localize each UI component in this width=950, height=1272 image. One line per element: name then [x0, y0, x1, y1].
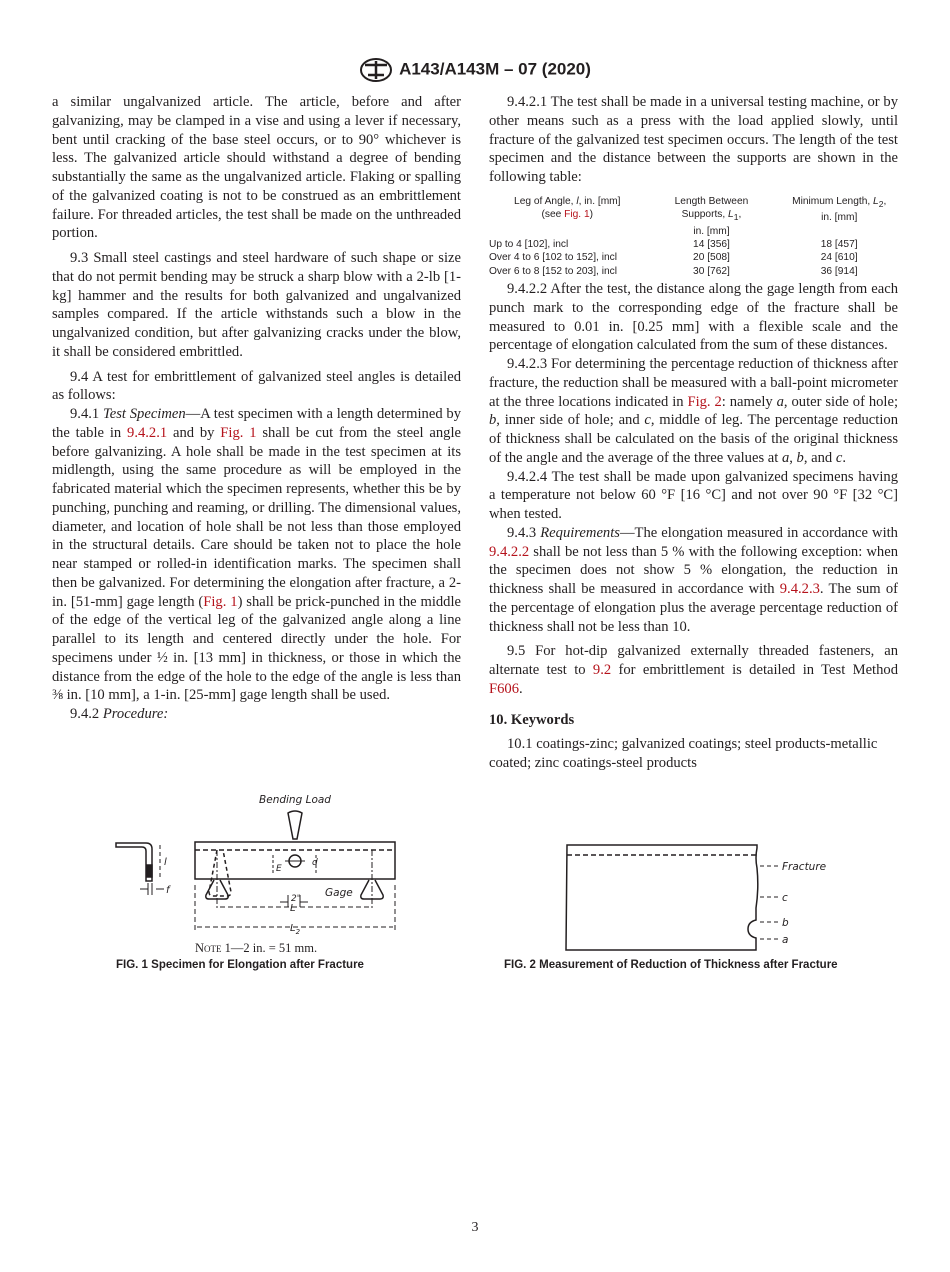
cross-reference-link[interactable]: 9.4.2.1	[127, 424, 168, 441]
table-header-row	[489, 195, 901, 238]
cross-reference-link[interactable]: 9.4.2.2	[489, 543, 530, 560]
paragraph	[489, 524, 898, 637]
cross-reference-link[interactable]: Fig. 2	[687, 393, 722, 410]
italic-text: c	[835, 449, 843, 466]
text-run: 9.4.2.1 The test shall be made in a universal testing machine, or by other means such as a press with the load applied slowly, until fracture of the galvanized test specimen occurs. The length of the test specimen and the distance between the supports are shown in the following table:	[489, 94, 898, 185]
label-L: L	[290, 903, 296, 914]
paragraph-9-4-2-1	[489, 93, 898, 187]
text-run: , outer side of hole;	[783, 393, 899, 410]
header-leg-of-angle: Leg of Angle, l, in. [mm] (see Fig. 1)	[514, 196, 621, 221]
keywords-paragraph	[489, 735, 898, 773]
table-cell: 30 [762]	[693, 265, 730, 277]
label-bending-load: Bending Load	[259, 794, 331, 806]
paragraph	[489, 355, 898, 468]
text-run: . The sum of the percentage of elongation plus the average percentage reduction of thickness shall not be less than 10.	[489, 581, 898, 635]
text-run: 9.4.3	[507, 524, 541, 541]
italic-text: a	[776, 393, 784, 410]
text-run: , and	[803, 449, 836, 466]
text-run: a similar ungalvanized article. The article, before and after galvanizing, may be clamped in a vise and using a lever if necessary, bent until cracking of the base steel occurs, or to 90° whichever is less. The galvanized article should withstand a degree of bending substantially the same as the ungalvanized article. Flaking or spalling of the galvanized coating is not to be construed as an embrittlement failure. For threaded articles, the test shall be made on the unthreaded portion.	[52, 94, 461, 242]
fig2-thickness-diagram	[560, 840, 860, 955]
label-b: b	[782, 917, 789, 929]
table-cell: Over 4 to 6 [102 to 152], incl	[489, 252, 617, 264]
text-run: —The elongation measured in accordance with	[619, 524, 898, 541]
text-run: ) shall be prick-punched in the middle of the edge of the vertical leg of the galvanized angle along a line parallel to its length and centered directly under the hole. For specimens under ½ in. [13 mm] in thickness, or those in which the distance from the edge of the hole to the edge of the angle is less than ⅜ in. [10 mm], a 1-in. [25-mm] gage length shall be used.	[52, 593, 462, 704]
text-run: 9.4.2.4 The test shall be made upon galvanized specimens having a temperature not below 60 °F [16 °C] and not over 90 °F [32 °C] when tested.	[489, 468, 898, 522]
table-row	[489, 238, 901, 251]
label-e: E	[276, 864, 282, 874]
cross-reference-link[interactable]: F606	[489, 680, 520, 697]
fig1-specimen-diagram	[100, 785, 420, 955]
label-c: c	[782, 892, 788, 904]
text-run: shall be cut from the steel angle before galvanizing. A hole shall be made in the test specimen at its midlength, using the same procedure as will be employed in the fabricated material which the specimen represents, whether this be by punching, punching and reaming, or drilling. The dimensional values, diameter, and location of hole shall be not less than those employed in the structural details. Care should be taken not to place the hole near stamped or rolled-in identification marks. The specimen shall then be galvanized. For determining the elongation after fracture, a 2-in. [51-mm] gage length (	[52, 424, 462, 610]
specimen-length-table	[489, 195, 901, 278]
table-cell: 36 [914]	[820, 265, 858, 277]
label-f: f	[166, 885, 170, 896]
cross-reference-link[interactable]: 9.2	[592, 662, 612, 678]
text-run: for embrittlement is detailed in Test Method	[611, 662, 899, 678]
paragraph	[52, 705, 461, 724]
text-run: 9.3 Small steel castings and steel hardware of such shape or size that do not permit bending may be struck a sharp blow with a 2-lb [1-kg] hammer and the results for both galvanized and ungalvanized samples compared. If the article withstands such a blow in the ungalvanized condition, but after galvanizing cracks under the blow, it shall be considered embrittled.	[52, 250, 461, 360]
label-l: l	[164, 857, 167, 868]
italic-text: b	[489, 412, 497, 429]
text-run: .	[519, 680, 523, 697]
text-run: ,	[789, 449, 797, 466]
italic-text: c	[644, 412, 651, 429]
header-minimum-length: Minimum Length, $L_2$, in. [mm]	[792, 196, 887, 224]
text-run: 9.4.2	[70, 706, 103, 722]
right-column-intro	[489, 93, 898, 187]
text-run: 9.4.2.2 After the test, the distance along the gage length from each punch mark to the corresponding edge of the fracture shall be measured to 0.01 in. [0.25 mm] with a flexible scale and the percentage of elongation calculated from the sum of these distances.	[489, 281, 898, 354]
standard-designation: A143/A143M – 07 (2020)	[399, 59, 591, 79]
italic-text: Requirements	[540, 524, 620, 541]
paragraph	[489, 468, 898, 524]
text-run: 9.4.1	[70, 406, 103, 422]
paragraph	[52, 249, 461, 362]
table-cell: 20 [508]	[693, 252, 730, 264]
paragraph	[52, 405, 461, 705]
right-column	[489, 280, 898, 773]
label-a: a	[782, 934, 789, 946]
page-header	[0, 57, 950, 83]
text-run: , inner side of hole; and	[496, 412, 645, 429]
text-run: : namely	[721, 393, 777, 410]
cross-reference-link[interactable]: Fig. 1	[220, 424, 257, 441]
keywords-heading: 10. Keywords	[489, 711, 575, 728]
label-fracture: Fracture	[782, 861, 827, 873]
text-run: and by	[167, 424, 221, 441]
text-run: —A test specimen with a length determined by the table in	[52, 406, 461, 441]
text-run: 9.5 For hot-dip galvanized externally threaded fasteners, an alternate test to	[489, 643, 898, 678]
cross-reference-link[interactable]: Fig. 1	[203, 593, 238, 610]
table-row	[489, 251, 901, 264]
table-cell: 14 [356]	[693, 238, 730, 250]
label-L2: $L_2$	[290, 923, 301, 936]
header-length-between-supports: Length Between Supports, $L_1$, in. [mm]	[674, 196, 749, 237]
left-support	[209, 850, 231, 896]
paragraph	[489, 280, 898, 355]
fig2-caption: FIG. 2 Measurement of Reduction of Thickness after Fracture	[504, 959, 838, 971]
paragraph	[489, 642, 898, 698]
text-run: 10.1 coatings-zinc; galvanized coatings; steel products-metallic coated; zinc coatings-steel products	[489, 736, 878, 771]
table-cell: Over 6 to 8 [152 to 203], incl	[489, 265, 617, 277]
table-cell: 24 [610]	[820, 252, 858, 264]
astm-logo-icon	[359, 57, 393, 83]
paragraph	[52, 93, 461, 243]
label-gage: Gage	[325, 887, 353, 899]
italic-text: a	[781, 449, 790, 466]
load-wedge	[288, 811, 302, 839]
page-number: 3	[471, 1220, 479, 1235]
text-run: 9.4.2.3 For determining the percentage reduction of thickness after fracture, the reduction shall be measured with a ball-point micrometer at the three locations indicated in	[489, 356, 898, 410]
text-run: shall be not less than 5 % with the following exception: when the specimen does not show 5 % elongation, the reduction in thickness shall be measured in accordance with	[489, 543, 898, 597]
left-column	[52, 93, 461, 724]
table-cell: 18 [457]	[820, 238, 858, 250]
label-2in: 2"	[291, 894, 301, 904]
text-run: , middle of leg. The percentage reduction of thickness shall be calculated on the basis of the original thickness of the angle and the average of the three values at	[489, 412, 898, 466]
table-cell: Up to 4 [102], incl	[489, 238, 569, 250]
cross-reference-link[interactable]: 9.4.2.3	[779, 581, 820, 597]
label-d: d	[312, 858, 318, 868]
fig1-caption: FIG. 1 Specimen for Elongation after Fracture	[116, 959, 364, 971]
fig1-link[interactable]: Fig. 1	[564, 209, 590, 221]
fig1-note: Note 1—2 in. = 51 mm.	[195, 941, 318, 955]
text-run: 9.4 A test for embrittlement of galvanized steel angles is detailed as follows:	[52, 368, 461, 404]
text-run: .	[842, 449, 847, 466]
table-row	[489, 265, 901, 278]
paragraph	[52, 368, 461, 406]
italic-text: Test Specimen	[102, 406, 186, 422]
italic-text: Procedure:	[102, 706, 169, 722]
italic-text: b	[796, 449, 804, 466]
